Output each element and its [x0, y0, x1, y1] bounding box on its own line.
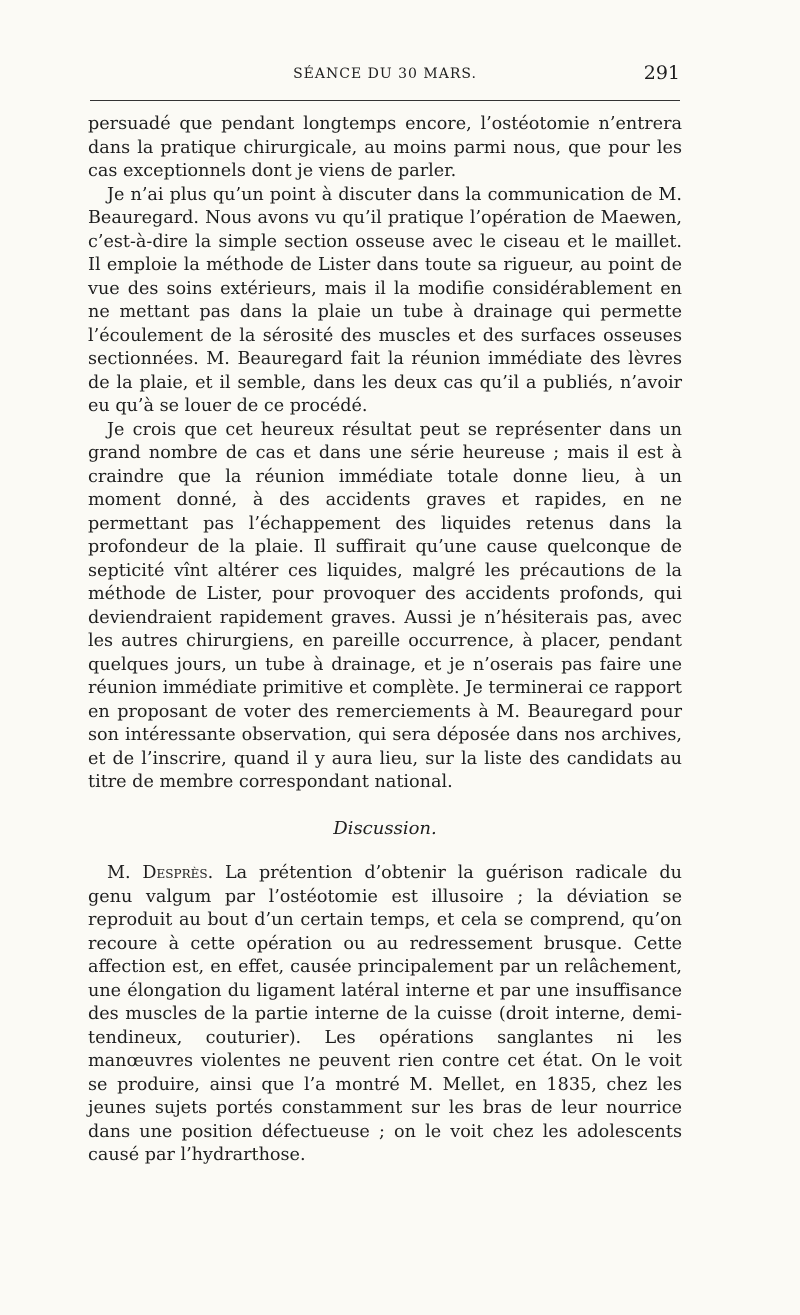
- paragraph-conclusion: Je crois que cet heureux résultat peut se représenter dans un grand nombre de cas et dans une série heureuse ; mais il est à craindre que la réunion immédiate totale donne lieu, à un moment donné, à des accidents graves et rapides, en ne permettant pas l’échappement des liquides retenus dans la profondeur de la plaie. Il suffirait qu’une cause quelconque de septicité vînt altérer ces liquides, malgré les précautions de la méthode de Lister, pour provoquer des accidents profonds, qui deviendraient rapidement graves. Aussi je n’hésiterais pas, avec les autres chirurgiens, en pareille occurrence, à placer, pendant quelques jours, un tube à drainage, et je n’oserais pas faire une réunion immédiate primitive et complète. Je terminerai ce rapport en proposant de voter des remerciements à M. Beauregard pour son intéressante observation, qui sera déposée dans nos archives, et de l’inscrire, quand il y aura lieu, sur la liste des candidats au titre de membre correspondant national.: [88, 419, 682, 792]
- paragraph-continued: persuadé que pendant longtemps encore, l’ostéotomie n’entrera dans la pratique chirurgicale, au moins parmi nous, que pour les cas exceptionnels dont je viens de parler.: [88, 114, 682, 181]
- discussion-text: La prétention d’obtenir la guérison radicale du genu valgum par l’ostéotomie est illusoire ; la déviation se reproduit au bout d’un certain temps, et cela se comprend, qu’on recoure à cette opération ou au redressement brusque. Cette affection est, en effet, causée principalement par un relâchement, une élongation du ligament latéral interne et par une insuffisance des muscles de la partie interne de la cuisse (droit interne, demi-tendineux, couturier). Les opérations sanglantes ni les manœuvres violentes ne peuvent rien contre cet état. On le voit se produire, ainsi que l’a montré M. Mellet, en 1835, chez les jeunes sujets portés constamment sur les bras de leur nourrice dans une position défectueuse ; on le voit chez les adolescents causé par l’hydrarthose.: [88, 863, 682, 1165]
- running-head: SÉANCE DU 30 MARS.: [293, 66, 477, 82]
- page-number: 291: [643, 62, 680, 84]
- section-heading: Discussion.: [333, 817, 437, 839]
- speaker-name: M. Desprès.: [107, 863, 214, 883]
- paragraph-discussion: [88, 862, 682, 1168]
- body-text: [88, 113, 682, 1168]
- header-rule: [90, 100, 680, 101]
- paragraph-beauregard: Je n’ai plus qu’un point à discuter dans la communication de M. Beauregard. Nous avons vu qu’il pratique l’opération de Maewen, c’est-à-dire la simple section osseuse avec le ciseau et le maillet. Il emploie la méthode de Lister dans toute sa rigueur, au point de vue des soins extérieurs, mais il la modifie considérablement en ne mettant pas dans la plaie un tube à drainage qui permette l’écoulement de la sérosité des muscles et des surfaces osseuses sectionnées. M. Beauregard fait la réunion immédiate des lèvres de la plaie, et il semble, dans les deux cas qu’il a publiés, n’avoir eu qu’à se louer de ce procédé.: [88, 184, 682, 416]
- page-header: [88, 62, 682, 86]
